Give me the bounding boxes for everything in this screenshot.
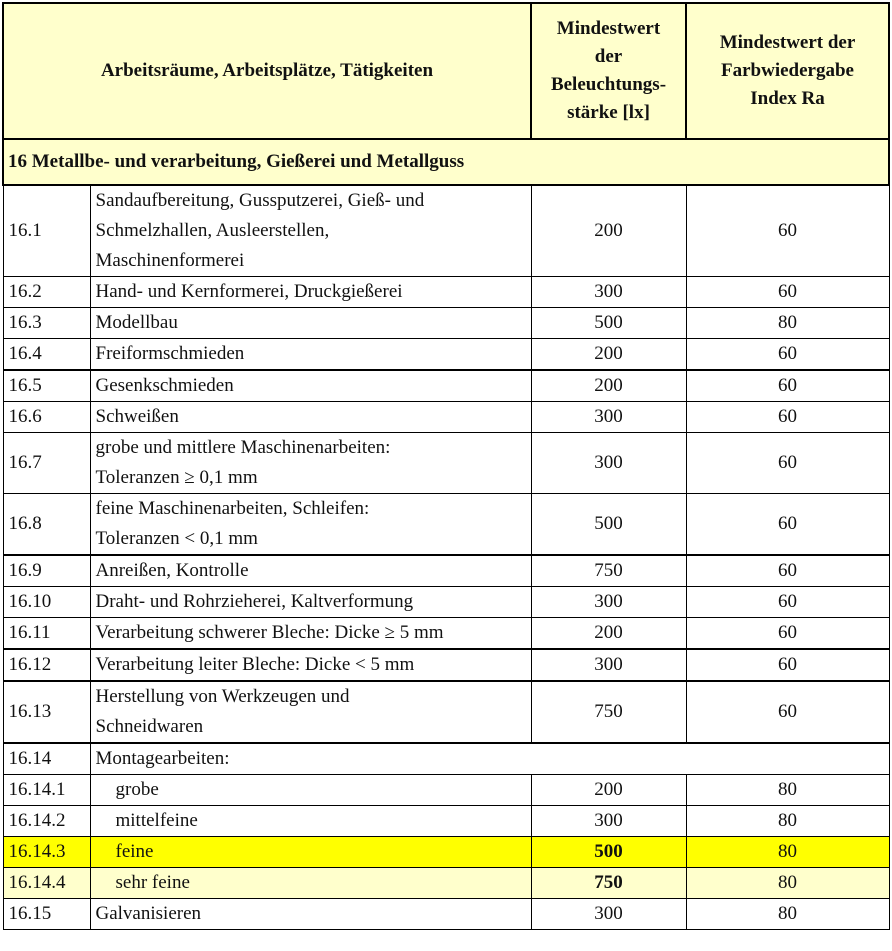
- description-line: Anreißen, Kontrolle: [95, 560, 249, 581]
- description-line: mittelfeine: [115, 810, 198, 831]
- row-number: 16.12: [3, 649, 90, 681]
- header-color-rendering: [686, 3, 889, 139]
- description-line: Verarbeitung leiter Bleche: Dicke < 5 mm: [95, 654, 415, 675]
- row-description: [90, 743, 889, 775]
- table-row: [3, 806, 889, 837]
- row-illuminance: 300: [531, 649, 686, 681]
- description-line: grobe: [115, 779, 159, 800]
- row-number: 16.4: [3, 339, 90, 371]
- description-line: Toleranzen ≥ 0,1 mm: [95, 467, 258, 488]
- row-illuminance: 300: [531, 899, 686, 930]
- row-description: [90, 277, 531, 308]
- row-number: 16.15: [3, 899, 90, 930]
- row-color-rendering: 60: [686, 339, 889, 371]
- row-color-rendering: 60: [686, 370, 889, 402]
- row-number: 16.14.2: [3, 806, 90, 837]
- row-number: 16.9: [3, 555, 90, 587]
- row-color-rendering: 80: [686, 899, 889, 930]
- row-description: [90, 308, 531, 339]
- header-illuminance-line: der: [594, 46, 623, 67]
- table-row: [3, 681, 889, 743]
- row-description: [90, 899, 531, 930]
- row-color-rendering: 80: [686, 308, 889, 339]
- row-number: 16.2: [3, 277, 90, 308]
- row-color-rendering: 80: [686, 868, 889, 899]
- description-line: Toleranzen < 0,1 mm: [95, 528, 258, 549]
- row-illuminance: 300: [531, 402, 686, 433]
- row-color-rendering: 60: [686, 649, 889, 681]
- row-illuminance: 300: [531, 587, 686, 618]
- row-illuminance: 200: [531, 185, 686, 277]
- row-illuminance: 200: [531, 370, 686, 402]
- row-description: [90, 494, 531, 556]
- row-number: 16.14.4: [3, 868, 90, 899]
- description-line: Verarbeitung schwerer Bleche: Dicke ≥ 5 mm: [95, 622, 444, 643]
- row-number: 16.7: [3, 433, 90, 494]
- row-color-rendering: 60: [686, 555, 889, 587]
- header-activity: Arbeitsräume, Arbeitsplätze, Tätigkeiten: [3, 3, 531, 139]
- row-illuminance: 750: [531, 681, 686, 743]
- description-line: Gesenkschmieden: [95, 375, 234, 396]
- description-line: Schneidwaren: [95, 716, 204, 737]
- table-row: [3, 494, 889, 556]
- lighting-requirements-table: [2, 2, 890, 930]
- row-color-rendering: 60: [686, 681, 889, 743]
- description-line: grobe und mittlere Maschinenarbeiten:: [95, 437, 391, 458]
- row-illuminance: 200: [531, 618, 686, 650]
- table-row: [3, 868, 889, 899]
- row-color-rendering: 60: [686, 277, 889, 308]
- row-description: [90, 837, 531, 868]
- description-line: Schweißen: [95, 406, 179, 427]
- description-line: feine Maschinenarbeiten, Schleifen:: [95, 498, 370, 519]
- row-illuminance: 500: [531, 308, 686, 339]
- row-number: 16.14: [3, 743, 90, 775]
- table-row: [3, 649, 889, 681]
- description-line: Maschinenformerei: [95, 250, 245, 271]
- description-line: Herstellung von Werkzeugen und: [95, 686, 350, 707]
- table-row: [3, 587, 889, 618]
- row-number: 16.14.3: [3, 837, 90, 868]
- row-color-rendering: 80: [686, 775, 889, 806]
- table-row: [3, 555, 889, 587]
- row-color-rendering: 60: [686, 185, 889, 277]
- table-row: [3, 308, 889, 339]
- row-color-rendering: 60: [686, 494, 889, 556]
- header-illuminance: [531, 3, 686, 139]
- row-description: [90, 587, 531, 618]
- row-description: [90, 868, 531, 899]
- row-number: 16.1: [3, 185, 90, 277]
- table-row: [3, 339, 889, 371]
- header-illuminance-line: Mindestwert: [556, 18, 661, 39]
- description-line: Galvanisieren: [95, 903, 202, 924]
- table-row: [3, 370, 889, 402]
- row-number: 16.3: [3, 308, 90, 339]
- row-illuminance: 500: [531, 494, 686, 556]
- section-title: 16 Metallbe- und verarbeitung, Gießerei und Metallguss: [3, 139, 889, 185]
- row-description: [90, 339, 531, 371]
- row-color-rendering: 60: [686, 402, 889, 433]
- section-row: [3, 139, 889, 185]
- header-illuminance-line: Beleuchtungs-: [550, 74, 667, 95]
- description-line: Freiformschmieden: [95, 343, 245, 364]
- row-number: 16.10: [3, 587, 90, 618]
- table-row: [3, 277, 889, 308]
- row-description: [90, 370, 531, 402]
- row-description: [90, 555, 531, 587]
- table-row: [3, 837, 889, 868]
- row-illuminance: 750: [531, 555, 686, 587]
- table-row: [3, 743, 889, 775]
- row-description: [90, 806, 531, 837]
- description-line: Modellbau: [95, 312, 178, 333]
- row-illuminance: 300: [531, 277, 686, 308]
- row-color-rendering: 60: [686, 618, 889, 650]
- row-illuminance: 200: [531, 339, 686, 371]
- row-number: 16.13: [3, 681, 90, 743]
- row-color-rendering: 80: [686, 806, 889, 837]
- row-description: [90, 775, 531, 806]
- table-row: [3, 402, 889, 433]
- description-line: Draht- und Rohrzieherei, Kaltverformung: [95, 591, 414, 612]
- row-description: [90, 402, 531, 433]
- description-line: Hand- und Kernformerei, Druckgießerei: [95, 281, 403, 302]
- description-line: Sandaufbereitung, Gussputzerei, Gieß- und: [95, 190, 425, 211]
- description-line: Montagearbeiten:: [95, 748, 230, 769]
- row-number: 16.14.1: [3, 775, 90, 806]
- table-row: [3, 433, 889, 494]
- header-ra-line: Farbwiedergabe: [721, 60, 854, 81]
- table-row: [3, 775, 889, 806]
- row-number: 16.6: [3, 402, 90, 433]
- row-description: [90, 681, 531, 743]
- row-illuminance: 750: [531, 868, 686, 899]
- table-row: [3, 899, 889, 930]
- row-description: [90, 618, 531, 650]
- row-description: [90, 185, 531, 277]
- row-description: [90, 433, 531, 494]
- row-color-rendering: 60: [686, 587, 889, 618]
- table-row: [3, 618, 889, 650]
- header-ra-line: Mindestwert der: [719, 32, 856, 53]
- description-line: Schmelzhallen, Ausleerstellen,: [95, 220, 330, 241]
- header-illuminance-line: stärke [lx]: [567, 102, 650, 123]
- description-line: feine: [115, 841, 154, 862]
- row-illuminance: 300: [531, 806, 686, 837]
- row-illuminance: 500: [531, 837, 686, 868]
- table-row: [3, 185, 889, 277]
- row-number: 16.5: [3, 370, 90, 402]
- header-row: [3, 3, 889, 139]
- row-color-rendering: 60: [686, 433, 889, 494]
- row-number: 16.8: [3, 494, 90, 556]
- row-description: [90, 649, 531, 681]
- row-color-rendering: 80: [686, 837, 889, 868]
- header-ra-line: Index Ra: [750, 88, 825, 109]
- row-illuminance: 200: [531, 775, 686, 806]
- description-line: sehr feine: [115, 872, 190, 893]
- row-number: 16.11: [3, 618, 90, 650]
- row-illuminance: 300: [531, 433, 686, 494]
